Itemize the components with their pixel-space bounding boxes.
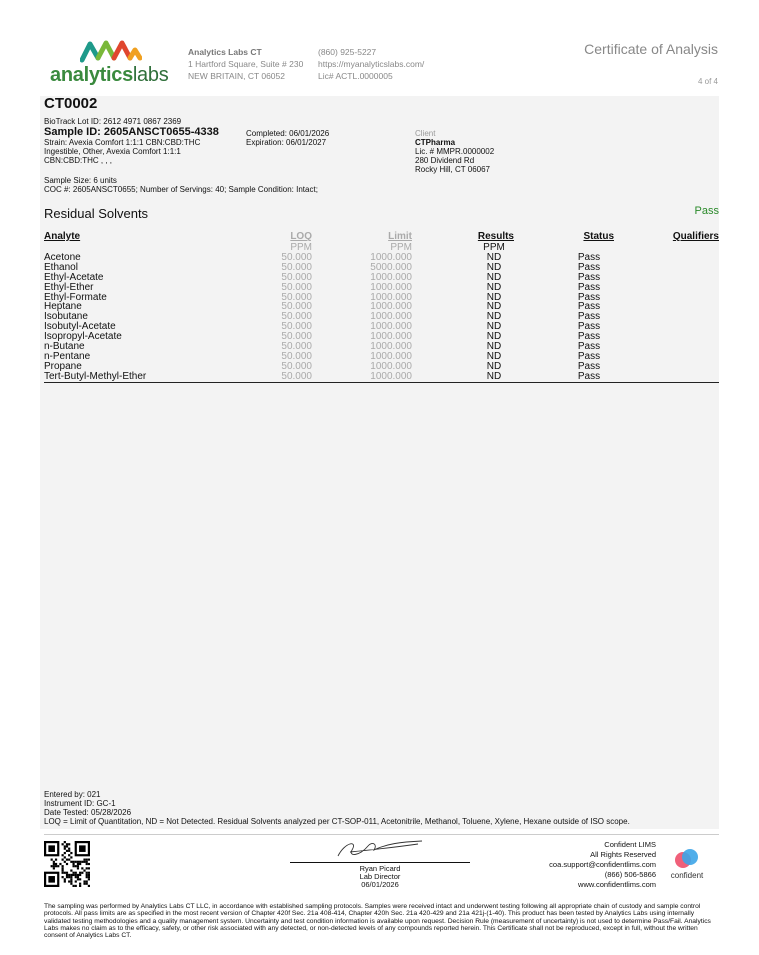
row-status: Pass: [577, 301, 601, 313]
row-result: ND: [486, 360, 502, 372]
lims-email[interactable]: coa.support@confidentlims.com: [549, 860, 656, 869]
confident-logo: [666, 847, 708, 881]
sample-dates: [246, 129, 329, 147]
row-analyte: Isobutane: [44, 311, 88, 323]
page-number: 4 of 4: [697, 77, 718, 86]
row-result: ND: [486, 271, 502, 283]
row-qualifiers: [614, 263, 719, 273]
row-analyte: Ethyl-Formate: [44, 291, 107, 303]
row-qualifiers: [614, 302, 719, 312]
row-analyte: Isopropyl-Acetate: [44, 331, 122, 343]
row-analyte: Acetone: [44, 251, 81, 263]
row-qualifiers: [614, 293, 719, 303]
row-loq: 50.000: [281, 331, 312, 343]
client-address1: 280 Dividend Rd: [415, 156, 475, 165]
confident-logo-icon: [666, 847, 708, 871]
row-limit: 1000.000: [370, 271, 412, 283]
row-loq: 50.000: [281, 271, 312, 283]
client-label: Client: [415, 129, 436, 138]
lab-phone: (860) 925-5227: [318, 47, 377, 57]
row-limit: 1000.000: [370, 331, 412, 343]
row-limit: 1000.000: [370, 360, 412, 372]
signature-icon: [290, 838, 470, 862]
lims-rights: All Rights Reserved: [590, 850, 656, 859]
section-title: Residual Solvents: [44, 206, 149, 221]
sample-size: Sample Size: 6 units: [44, 176, 117, 185]
row-status: Pass: [514, 372, 614, 382]
row-qualifiers: [614, 362, 719, 372]
row-loq: 50.000: [274, 372, 312, 382]
row-result: ND: [486, 301, 502, 313]
row-analyte: Propane: [44, 360, 82, 372]
client-name: CTPharma: [415, 138, 456, 147]
row-result: ND: [486, 311, 502, 323]
row-analyte: Ethyl-Ether: [44, 281, 94, 293]
row-loq: 50.000: [281, 311, 312, 323]
sample-details: [44, 117, 219, 165]
row-qualifiers: [614, 273, 719, 283]
row-limit: 1000.000: [370, 321, 412, 333]
row-status: Pass: [577, 341, 601, 353]
lab-info: [188, 46, 303, 82]
lab-address-line2: NEW BRITAIN, CT 06052: [188, 71, 285, 81]
lims-website[interactable]: www.confidentlims.com: [578, 880, 656, 889]
expiration-date: Expiration: 06/01/2027: [246, 138, 327, 147]
signer: [290, 865, 470, 889]
product-type: Ingestible, Other, Avexia Comfort 1:1:1: [44, 147, 181, 156]
document-title: Certificate of Analysis: [584, 41, 718, 57]
lims-name: Confident LIMS: [604, 840, 656, 849]
section-status: Pass: [694, 205, 719, 217]
lims-info: [549, 840, 656, 890]
coc-info: COC #: 2605ANSCT0655; Number of Servings: 40; Sample Condition: Intact;: [44, 185, 318, 194]
row-analyte: Heptane: [44, 301, 82, 313]
unit-results: PPM: [483, 242, 505, 253]
row-status: Pass: [577, 331, 601, 343]
row-limit: 1000.000: [370, 251, 412, 263]
row-result: ND: [486, 261, 502, 273]
row-loq: 50.000: [281, 301, 312, 313]
row-limit: 1000.000: [370, 291, 412, 303]
qr-code-icon[interactable]: [44, 841, 90, 887]
header-limit: Limit: [388, 231, 412, 242]
date-tested: Date Tested: 05/28/2026: [44, 808, 132, 817]
table-row: [44, 372, 719, 382]
row-limit: 1000.000: [370, 350, 412, 362]
row-status: Pass: [577, 281, 601, 293]
row-loq: 50.000: [281, 341, 312, 353]
row-qualifiers: [614, 253, 719, 263]
unit-loq: PPM: [290, 242, 312, 253]
row-status: Pass: [577, 271, 601, 283]
row-qualifiers: [614, 322, 719, 332]
lab-contact: [318, 46, 424, 82]
row-result: ND: [486, 350, 502, 362]
signer-date: 06/01/2026: [361, 880, 399, 889]
header: [0, 0, 759, 96]
row-loq: 50.000: [281, 281, 312, 293]
cannabinoid-ratio: CBN:CBD:THC , , ,: [44, 156, 113, 165]
sample-code: CT0002: [44, 95, 98, 112]
row-loq: 50.000: [281, 291, 312, 303]
confident-wordmark: confident: [670, 871, 704, 880]
row-analyte: Ethanol: [44, 261, 78, 273]
signer-name: Ryan Picard: [359, 864, 401, 873]
row-result: ND: [486, 321, 502, 333]
row-loq: 50.000: [281, 350, 312, 362]
row-result: ND: [412, 372, 514, 382]
signature-line: [290, 862, 470, 863]
row-limit: 1000.000: [370, 341, 412, 353]
client-address2: Rocky Hill, CT 06067: [415, 165, 490, 174]
row-status: Pass: [577, 321, 601, 333]
row-qualifiers: [614, 283, 719, 293]
row-limit: 1000.000: [312, 372, 412, 382]
row-qualifiers: [614, 342, 719, 352]
lims-phone: (866) 506-5866: [604, 870, 656, 879]
row-status: Pass: [577, 350, 601, 362]
sample-size-info: [44, 176, 318, 194]
row-qualifiers: [614, 332, 719, 342]
row-limit: 1000.000: [370, 281, 412, 293]
entered-by: Entered by: 021: [44, 790, 101, 799]
row-status: Pass: [577, 311, 601, 323]
row-analyte: n-Pentane: [44, 350, 91, 362]
sample-id: Sample ID: 2605ANSCT0655-4338: [44, 126, 219, 138]
row-status: Pass: [577, 360, 601, 372]
row-qualifiers: [614, 372, 719, 382]
lab-license: Lic# ACTL.0000005: [318, 71, 393, 81]
header-status: Status: [583, 231, 614, 242]
row-loq: 50.000: [281, 360, 312, 372]
residual-solvents-table: [44, 231, 719, 383]
row-result: ND: [486, 251, 502, 263]
row-analyte: Isobutyl-Acetate: [44, 321, 116, 333]
table-header-row: [44, 231, 719, 243]
analytics-labs-logo: [50, 38, 175, 88]
header-qualifiers: Qualifiers: [672, 231, 719, 242]
completed-date: Completed: 06/01/2026: [246, 129, 330, 138]
row-loq: 50.000: [281, 321, 312, 333]
row-status: Pass: [577, 291, 601, 303]
row-qualifiers: [614, 312, 719, 322]
instrument-id: Instrument ID: GC-1: [44, 799, 116, 808]
row-result: ND: [486, 331, 502, 343]
row-status: Pass: [577, 251, 601, 263]
signer-title: Lab Director: [359, 872, 401, 881]
biotrack-lot-id: BioTrack Lot ID: 2612 4971 0867 2369: [44, 117, 182, 126]
row-analyte: Tert-Butyl-Methyl-Ether: [44, 372, 274, 382]
row-qualifiers: [614, 352, 719, 362]
method-note: LOQ = Limit of Quantitation, ND = Not Detected. Residual Solvents analyzed per CT-SOP-011, Acetonitrile, Methanol, Toluene, Xylene, Hexane outside of ISO scope.: [44, 817, 630, 826]
lab-website[interactable]: https://myanalyticslabs.com/: [318, 59, 425, 69]
row-limit: 5000.000: [370, 261, 412, 273]
client-info: [415, 129, 494, 174]
unit-limit: PPM: [390, 242, 412, 253]
row-limit: 1000.000: [370, 311, 412, 323]
logo-wordmark: analyticslabs: [50, 64, 169, 86]
header-analyte: Analyte: [44, 231, 81, 242]
disclaimer: The sampling was performed by Analytics Labs CT LLC, in accordance with established sampling protocols. Samples were received intact and underwent testing following all appropriate chain of custody and sample control protocols. All pass limits are as specified in the most recent version of Chapter 420f Sec. 21a 408-414, Chapter 420h Sec. 21a 420-429 and 21a 421j-(1-40). This product has been tested by Analytics Labs using internally validated testing methodologies and a quality management system. Uncertainty and test condition information is available upon request. Decision Rule (measurement of uncertainty) is not used to determine Pass/Fail. Analytics Labs makes no claim as to the efficacy, safety, or other risk associated with any detected, or non-detected levels of any compounds reported herein. This Certificate shall not be reproduced, except in full, without the written consent of Analytics Labs CT.: [44, 903, 711, 940]
client-license: Lic. # MMPR.0000002: [415, 147, 495, 156]
row-loq: 50.000: [281, 261, 312, 273]
row-result: ND: [486, 281, 502, 293]
header-results: Results: [477, 231, 514, 242]
row-loq: 50.000: [281, 251, 312, 263]
row-result: ND: [486, 341, 502, 353]
lab-address-line1: 1 Hartford Square, Suite # 230: [188, 59, 304, 69]
footer-divider: [44, 834, 719, 835]
strain: Strain: Avexia Comfort 1:1:1 CBN:CBD:THC: [44, 138, 201, 147]
lab-name: Analytics Labs CT: [188, 47, 262, 57]
row-analyte: Ethyl-Acetate: [44, 271, 104, 283]
row-limit: 1000.000: [370, 301, 412, 313]
logo-peaks-icon: [80, 38, 142, 64]
signature-block: [290, 838, 470, 890]
row-analyte: n-Butane: [44, 341, 85, 353]
header-loq: LOQ: [290, 231, 312, 242]
row-result: ND: [486, 291, 502, 303]
test-metadata: [44, 790, 630, 826]
row-status: Pass: [577, 261, 601, 273]
table-body: [44, 253, 719, 382]
